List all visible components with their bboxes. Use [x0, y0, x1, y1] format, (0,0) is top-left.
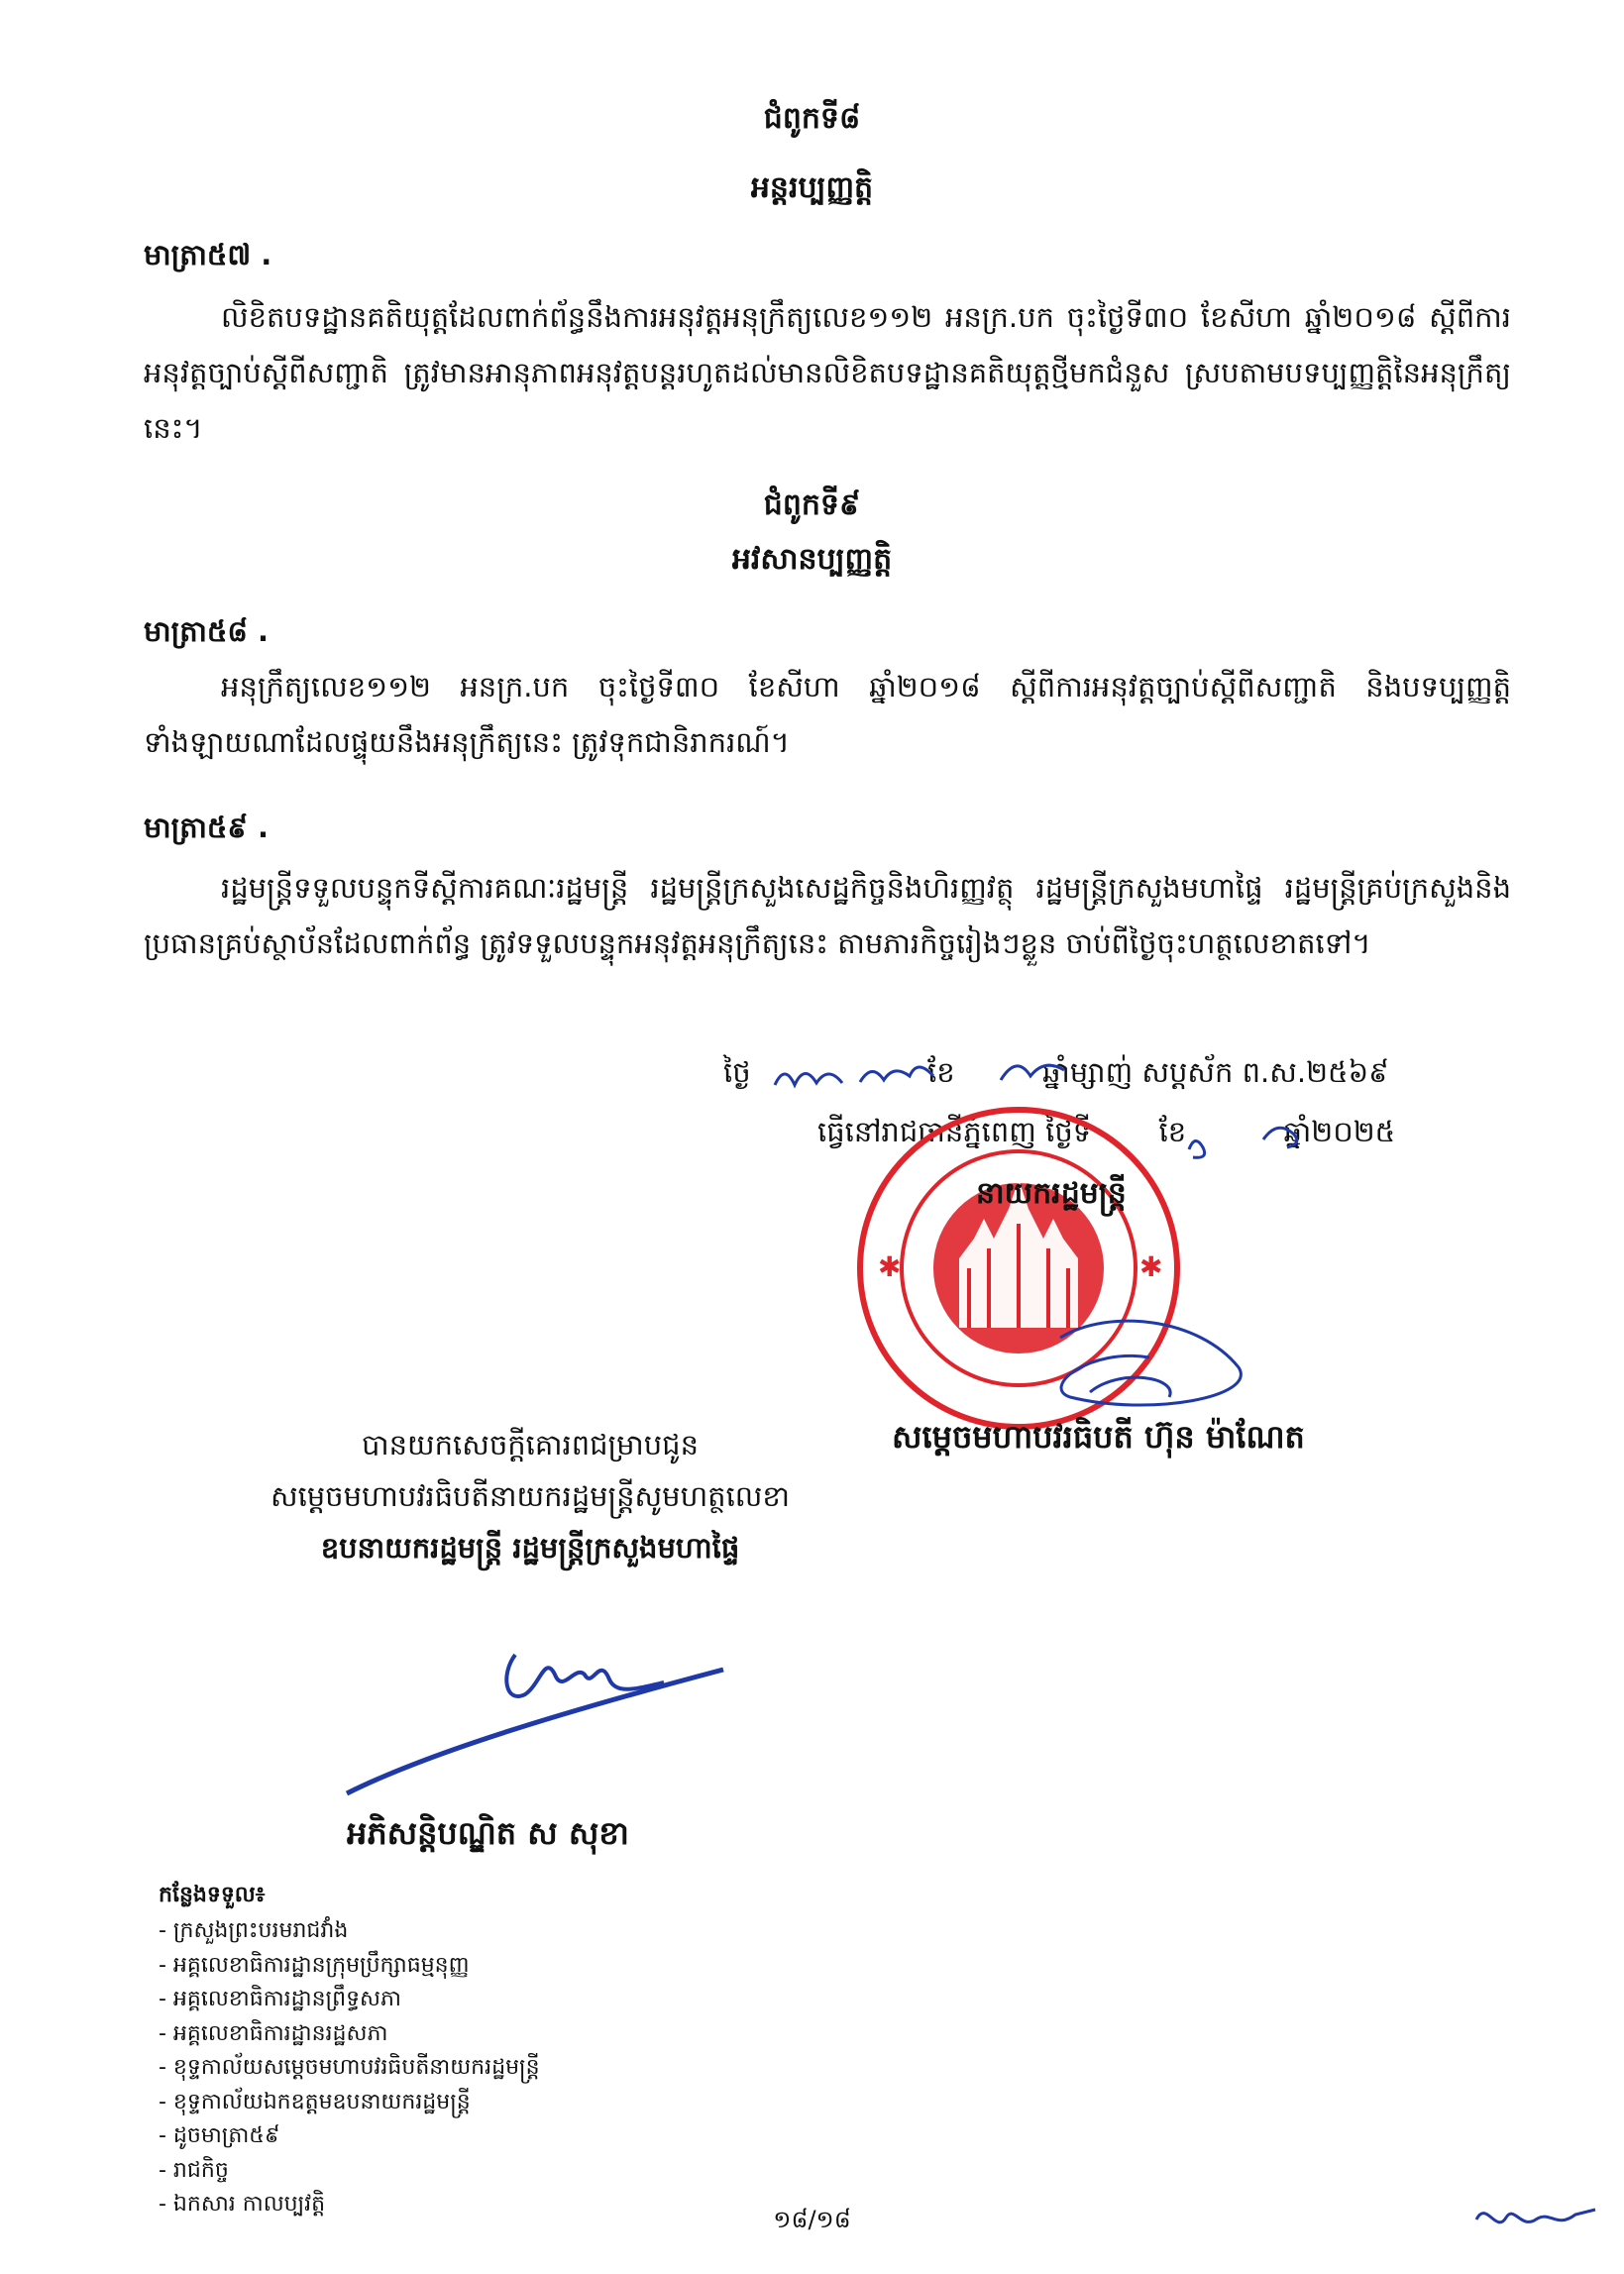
deputy-pm-name: អភិសន្តិបណ្ឌិត ស សុខា	[347, 1814, 629, 1852]
place-day-label: ធ្វើនៅរាជធានីភ្នំពេញ ថ្ងៃទី	[817, 1115, 1092, 1148]
list-item: - ខុទ្ទកាល័យឯកឧត្តមឧបនាយករដ្ឋមន្ត្រី	[159, 2089, 471, 2114]
distribution-title: កន្លែងទទួល៖	[159, 1883, 266, 1907]
article-59-label: មាត្រា៥៩ .	[144, 811, 270, 844]
date-line-1	[723, 1055, 1516, 1097]
article-57-label: មាត្រា៥៧ .	[144, 238, 272, 271]
chapter-9-subtitle: អវសានប្បញ្ញត្តិ	[731, 542, 893, 577]
chapter-8-title: ជំពូកទី៨	[763, 101, 861, 136]
deputy-pm-signature	[337, 1635, 753, 1813]
page-number: ១៨/១៨	[773, 2206, 851, 2233]
list-item: - អគ្គលេខាធិការដ្ឋានព្រឹទ្ធសភា	[159, 1987, 401, 2011]
list-item: - រាជកិច្ច	[159, 2157, 229, 2183]
article-57-text: លិខិតបទដ្ឋានគតិយុត្តដែលពាក់ព័ន្ធនឹងការអនុវត្តអនុក្រឹត្យលេខ១១២ អនក្រ.បក ចុះថ្ងៃទី៣០ ខែសីហា ឆ្នាំ២០១៨ ស្តីពីការអនុវត្តច្បាប់ស្តីពីសញ្ជាតិ ត្រូវមានអានុភាពអនុវត្តបន្តរហូតដល់មានលិខិតបទដ្ឋានគតិយុត្តថ្មីមកជំនួស ស្របតាមបទប្បញ្ញត្តិនៃអនុក្រឹត្យនេះ។	[144, 300, 1511, 445]
pm-title: នាយករដ្ឋមន្ត្រី	[976, 1176, 1127, 1211]
sendoff-block	[178, 1419, 882, 1573]
article-59-text: រដ្ឋមន្ត្រីទទួលបន្ទុកទីស្តីការគណៈរដ្ឋមន្ត្រី រដ្ឋមន្ត្រីក្រសួងសេដ្ឋកិច្ចនិងហិរញ្ញវត្ថុ រដ្ឋមន្ត្រីក្រសួងមហាផ្ទៃ រដ្ឋមន្ត្រីគ្រប់ក្រសួងនិងប្រធានគ្រប់ស្ថាប័នដែលពាក់ព័ន្ធ ត្រូវទទួលបន្ទុកអនុវត្តអនុក្រឹត្យនេះ តាមភារកិច្ចរៀងៗខ្លួន ចាប់ពីថ្ងៃចុះហត្ថលេខាតទៅ។	[144, 871, 1511, 960]
svg-text:✱: ✱	[878, 1250, 902, 1283]
list-item: - ដូចមាត្រា៥៩	[159, 2123, 280, 2148]
chapter-8-subtitle: អន្តរប្បញ្ញត្តិ	[750, 170, 874, 205]
place-year-text: ឆ្នាំ២០២៥	[1283, 1115, 1396, 1148]
article-58-label: មាត្រា៥៨ .	[144, 614, 270, 648]
sendoff-line-2: សម្តេចមហាបវរធិបតីនាយករដ្ឋមន្ត្រីសូមហត្ថលេខា	[270, 1479, 791, 1513]
sendoff-line-1: បានយកសេចក្តីគោរពជម្រាបជូន	[362, 1428, 699, 1462]
list-item: - អគ្គលេខាធិការដ្ឋានក្រុមប្រឹក្សាធម្មនុញ្ញ	[159, 1952, 470, 1978]
chapter-9-title: ជំពូកទី៩	[763, 487, 861, 522]
list-item: - ក្រសួងព្រះបរមរាជវាំង	[159, 1918, 349, 1943]
date-day-label: ថ្ងៃ	[723, 1055, 751, 1089]
place-month-label: ខែ	[1158, 1115, 1187, 1148]
list-item: - ឯកសារ កាលប្បវត្តិ	[159, 2192, 326, 2217]
article-58-text: អនុក្រឹត្យលេខ១១២ អនក្រ.បក ចុះថ្ងៃទី៣០ ខែសីហា ឆ្នាំ២០១៨ ស្តីពីការអនុវត្តច្បាប់ស្តីពីសញ្ជាតិ និងបទប្បញ្ញត្តិទាំងឡាយណាដែលផ្ទុយនឹងអនុក្រឹត្យនេះ ត្រូវទុកជានិរាករណ៍។	[144, 670, 1511, 759]
distribution-list	[159, 1914, 540, 2222]
date-year-text: ឆ្នាំម្សាញ់ សប្តស័ក ព.ស.២៥៦៩	[1042, 1055, 1389, 1089]
list-item: - ខុទ្ទកាល័យសម្តេចមហាបវរធិបតីនាយករដ្ឋមន្ត្រី	[159, 2055, 540, 2080]
list-item: - អគ្គលេខាធិការដ្ឋានរដ្ឋសភា	[159, 2020, 388, 2046]
date-month-label: ខែ	[927, 1055, 955, 1089]
corner-initials	[1466, 2190, 1605, 2249]
pm-signature	[1030, 1248, 1288, 1427]
svg-text:✱: ✱	[1139, 1250, 1163, 1283]
pm-name: សម្តេចមហាបវរធិបតី ហ៊ុន ម៉ាណែត	[892, 1418, 1305, 1456]
sendoff-line-3: ឧបនាយករដ្ឋមន្ត្រី រដ្ឋមន្ត្រីក្រសួងមហាផ្ទៃ	[320, 1531, 740, 1565]
